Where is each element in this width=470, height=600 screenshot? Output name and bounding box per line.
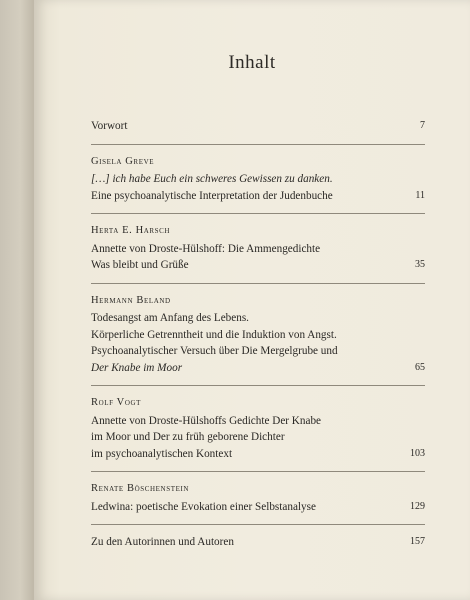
- entry-title: Annette von Droste-Hülshoff: Die Ammengedichte: [91, 242, 321, 255]
- toc-entry-vorwort: [91, 118, 425, 135]
- page-number: 103: [410, 447, 425, 459]
- page-number: 129: [410, 500, 425, 512]
- page-number: 157: [410, 536, 425, 547]
- author-name: Herta E. Harsch: [91, 225, 171, 236]
- entry-title: Zu den Autorinnen und Autoren: [91, 536, 234, 548]
- toc-entry-vogt: [91, 395, 425, 462]
- toc-line: [91, 499, 425, 516]
- entry-title: Psychoanalytischer Versuch über Die Mergelgrube und: [91, 345, 338, 357]
- page-title: Inhalt: [228, 52, 276, 73]
- entry-title: Körperliche Getrenntheit und die Induktion von Angst.: [91, 328, 337, 341]
- toc-line: [91, 360, 425, 377]
- entry-title: […] ich habe Euch ein schweres Gewissen zu danken.: [91, 173, 333, 185]
- entry-title: Vorwort: [91, 120, 128, 132]
- toc-line: [91, 534, 425, 551]
- toc-line: [91, 343, 425, 360]
- toc-entry-boeschenstein: [91, 481, 425, 515]
- entry-title: Eine psychoanalytische Interpretation der Judenbuche: [91, 189, 333, 202]
- page-number: 7: [420, 120, 425, 131]
- author-name: Rolf Vogt: [91, 397, 142, 408]
- entry-title: Was bleibt und Grüße: [91, 259, 189, 271]
- facing-page-edge: [0, 0, 34, 600]
- toc-line: [91, 171, 425, 188]
- entry-title: Ledwina: poetische Evokation einer Selbstanalyse: [91, 500, 316, 513]
- author-name: Hermann Beland: [91, 294, 171, 306]
- toc-line: [91, 118, 425, 135]
- divider: [91, 144, 425, 145]
- toc-line: [91, 413, 425, 430]
- author-name: Renate Böschenstein: [91, 483, 190, 494]
- toc-entry-beland: [91, 293, 425, 377]
- entry-title: Annette von Droste-Hülshoffs Gedichte Der Knabe: [91, 414, 322, 427]
- divider: [91, 283, 425, 284]
- toc-line: [91, 188, 425, 205]
- toc-entry-autoren: [91, 534, 425, 551]
- entry-title: Todesangst am Anfang des Lebens.: [91, 312, 249, 324]
- table-of-contents: [91, 118, 425, 551]
- toc-line: [91, 327, 425, 344]
- divider: [91, 524, 425, 525]
- toc-line: [91, 257, 425, 274]
- divider: [91, 385, 425, 386]
- page-number: 11: [415, 189, 425, 201]
- author-name: Gisela Greve: [91, 155, 155, 167]
- page-number: 65: [415, 361, 425, 373]
- toc-line: [91, 429, 425, 446]
- toc-line: [91, 241, 425, 258]
- toc-line: [91, 446, 425, 463]
- page-number: 35: [415, 259, 425, 270]
- entry-title: im Moor und Der zu früh geborene Dichter: [91, 431, 285, 443]
- entry-title: im psychoanalytischen Kontext: [91, 447, 233, 460]
- toc-entry-greve: [91, 154, 425, 205]
- divider: [91, 471, 425, 472]
- toc-entry-harsch: [91, 223, 425, 274]
- divider: [91, 213, 425, 214]
- book-page: [34, 0, 470, 600]
- entry-title: Der Knabe im Moor: [91, 361, 183, 374]
- toc-line: [91, 310, 425, 327]
